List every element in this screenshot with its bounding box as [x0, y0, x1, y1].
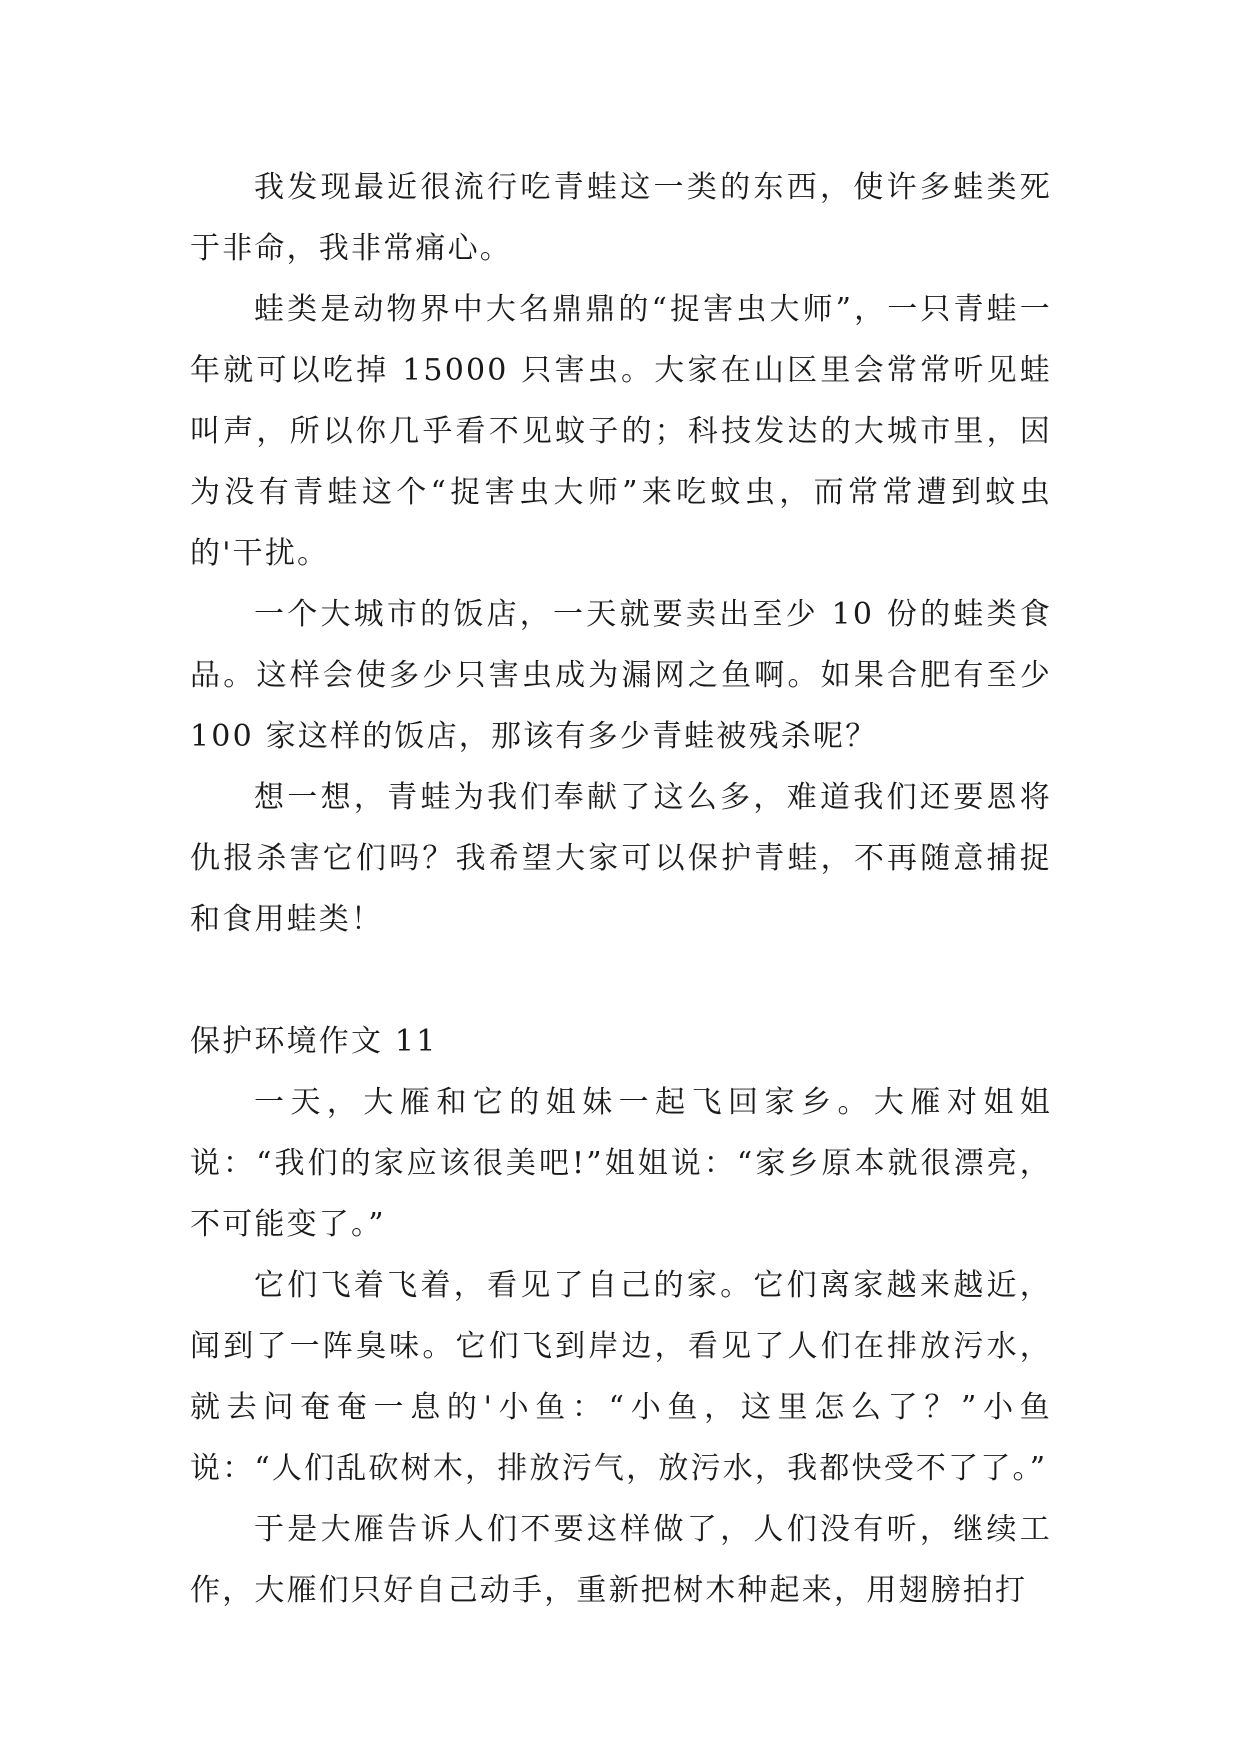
paragraph: 蛙类是动物界中大名鼎鼎的“捉害虫大师”，一只青蛙一年就可以吃掉 15000 只害虫。大家在山区里会常常听见蛙叫声，所以你几乎看不见蚊子的；科技发达的大城市里，因为没有青蛙这个“捉害虫大师”来吃蚊虫，而常常遭到蚊虫的'干扰。	[190, 292, 1052, 571]
paragraph: 它们飞着飞着，看见了自己的家。它们离家越来越近，闻到了一阵臭味。它们飞到岸边，看见了人们在排放污水，就去问奄奄一息的'小鱼：“小鱼，这里怎么了？”小鱼说：“人们乱砍树木，排放污气，放污水，我都快受不了了。”	[190, 1268, 1052, 1486]
paragraph: 我发现最近很流行吃青蛙这一类的东西，使许多蛙类死于非命，我非常痛心。	[190, 170, 1052, 266]
paragraph: 一个大城市的饭店，一天就要卖出至少 10 份的蛙类食品。这样会使多少只害虫成为漏网之鱼啊。如果合肥有至少 100 家这样的饭店，那该有多少青蛙被残杀呢？	[190, 597, 1052, 754]
paragraph: 一天，大雁和它的姐妹一起飞回家乡。大雁对姐姐说：“我们的家应该很美吧!”姐姐说：“家乡原本就很漂亮，不可能变了。”	[190, 1085, 1052, 1242]
section-heading: 保护环境作文 11	[190, 1024, 438, 1059]
document-body	[190, 157, 1052, 1621]
paragraph: 想一想，青蛙为我们奉献了这么多，难道我们还要恩将仇报杀害它们吗？我希望大家可以保护青蛙，不再随意捕捉和食用蛙类！	[190, 780, 1052, 937]
paragraph: 于是大雁告诉人们不要这样做了，人们没有听，继续工作，大雁们只好自己动手，重新把树木种起来，用翅膀拍打	[190, 1512, 1052, 1608]
